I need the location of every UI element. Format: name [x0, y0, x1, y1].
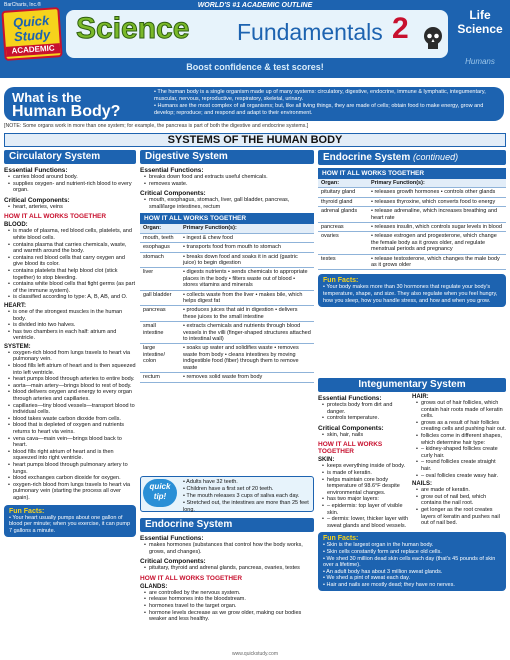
endocrine-column [140, 518, 314, 623]
fun-facts-heading: Fun Facts: [323, 535, 359, 543]
endocrine-table [318, 179, 506, 270]
table-row [140, 233, 314, 242]
quick-tip-box [140, 476, 314, 512]
function-cell: • extracts chemicals and nutrients through blood vessels in the villi (finger-shaped structures attached to intestinal wall) [180, 322, 314, 344]
list-item: • We shed a pint of sweat each day. [323, 575, 501, 582]
list-item: • keeps everything inside of body. [322, 463, 412, 470]
endocrine-table-heading: HOW IT ALL WORKS TOGETHER [318, 168, 506, 179]
list-item: • heart, arteries, veins [8, 204, 136, 211]
list-item: • pituitary, thyroid and adrenal glands, pancreas, ovaries, testes [144, 565, 314, 572]
column-header: Organ: [140, 224, 180, 233]
table-row [318, 232, 506, 254]
table-row [318, 223, 506, 232]
circulatory-heading: Circulatory System [4, 150, 136, 164]
list-item: • The mouth releases 3 cups of saliva each day. [183, 493, 313, 500]
essential-label: Essential Functions: [140, 167, 204, 174]
list-item: • Skin is the largest organ in the human body. [323, 542, 501, 549]
list-item: • oxygen-rich blood from lungs travels to heart via pulmonary vein (starting the process all over again). [8, 482, 136, 502]
function-cell: • breaks down food and soaks it in acid (gastric juice) to begin digestion [180, 252, 314, 268]
nails-list [412, 487, 506, 527]
function-cell: • digests nutrients • sends chemicals to appropriate places in the body • filters waste out of blood • stores vitamins and minerals [180, 268, 314, 290]
essential-label: Essential Functions: [4, 167, 68, 174]
list-item: • – dermis: lower, thicker layer with sweat glands and blood vessels. [322, 516, 412, 529]
function-cell: • produces juices that aid in digestion • delivers these juices to the small intestine [180, 306, 314, 322]
list-item: • We shed 30 million dead skin cells each day (that's 45 pounds of skin over a lifetime). [323, 556, 501, 569]
list-item: • is made of keratin. [322, 470, 412, 477]
heart-label: HEART: [4, 302, 26, 309]
list-item: • supplies oxygen- and nutrient-rich blood to every organ. [8, 181, 136, 194]
list-item: • breaks down food and extracts useful chemicals. [144, 174, 314, 181]
how-it-works-heading: HOW IT ALL WORKS TOGETHER [318, 441, 383, 456]
footer-url: www.quickstudy.com [231, 651, 279, 657]
integumentary-heading: Integumentary System [318, 378, 506, 392]
list-item: • blood that is depleted of oxygen and nutrients returns to heart via veins. [8, 422, 136, 435]
list-item: • Hair and nails are mostly dead; they have no nerves. [323, 582, 501, 589]
organ-cell: pancreas [140, 306, 180, 322]
organ-cell: ovaries [318, 232, 368, 254]
list-item: • helps maintain core body temperature of 98.6°F despite environmental changes. [322, 477, 412, 497]
glands-list [140, 590, 314, 623]
list-item: • is classified according to type: A, B, AB, and O. [8, 294, 136, 301]
intro-title [12, 91, 142, 119]
list-item: • contains platelets that help blood clot (stick together) to stop bleeding. [8, 268, 136, 281]
intro-point: • The human body is a single organism made up of many systems: circulatory, digestive, endocrine, immune & lymphatic, integumentary, muscular, nervous, reproductive, respiratory, skeletal, urinary. [154, 89, 499, 103]
system-list [4, 350, 136, 502]
logo-line-academic: ACADEMIC [6, 43, 61, 57]
logo-line-study: Study [13, 26, 51, 45]
blood-list [4, 228, 136, 301]
system-label: SYSTEM: [4, 343, 31, 350]
list-item: • – kidney-shaped follicles create curly hair. [416, 446, 506, 459]
list-item: • hormone levels decrease as we grow older, making our bodies weaker and less healthy. [144, 610, 314, 623]
function-cell: • collects waste from the liver • makes bile, which helps digest fat [180, 290, 314, 306]
function-cell: • releases thyroxine, which converts food to energy [368, 197, 506, 206]
quickstudy-logo [1, 7, 62, 61]
quick-tip-badge [143, 479, 177, 507]
intro-points [154, 89, 499, 117]
integumentary-fun-facts [318, 532, 506, 591]
list-item: • grows as a result of hair follicles creating cells and pushing hair out. [416, 420, 506, 433]
intro-panel [4, 87, 504, 121]
tip-badge-tip: tip! [153, 492, 167, 501]
critical-label: Critical Components: [318, 424, 384, 432]
list-item: • has two major layers: [322, 496, 412, 503]
list-item: • Children have a first set of 20 teeth. [183, 486, 313, 493]
glands-label: GLANDS: [140, 583, 168, 590]
systems-band: SYSTEMS OF THE HUMAN BODY [4, 133, 506, 147]
endocrine-continued-heading [318, 150, 506, 165]
list-item: • follicles come in different shapes, which determine hair type: [416, 433, 506, 446]
table-row [140, 268, 314, 290]
header-banner [0, 0, 510, 78]
fun-facts-heading: Fun Facts: [323, 277, 359, 285]
list-item: • Stretched out, the intestines are more than 25 feet long. [183, 500, 313, 514]
endocrine-heading: Endocrine System [140, 518, 314, 532]
organ-cell: gall bladder [140, 290, 180, 306]
critical-label: Critical Components: [140, 190, 206, 198]
organ-cell: small intestine [140, 322, 180, 344]
endocrine-continued-title: Endocrine System [323, 152, 411, 163]
function-cell: • releases growth hormones • controls other glands [368, 188, 506, 197]
list-item: • are made of keratin. [416, 487, 506, 494]
fun-facts-list [9, 515, 131, 535]
list-item: • aorta—main artery—brings blood to rest of body. [8, 383, 136, 390]
continued-label: (continued) [413, 152, 459, 162]
table-row [140, 322, 314, 344]
function-cell: • soaks up water and solidifies waste • removes waste from body • cleans intestines by moving indigestible food (fiber) through them to remove waste [180, 344, 314, 373]
column-header: Primary Function(s): [368, 179, 506, 188]
essential-list [4, 174, 136, 194]
table-row [140, 252, 314, 268]
list-item: • An adult body has about 3 million sweat glands. [323, 569, 501, 576]
list-item: • blood fills right atrium of heart and is then squeezed into right ventricle. [8, 449, 136, 462]
table-row [140, 373, 314, 382]
list-item: • – oval follicles create wavy hair. [416, 473, 506, 480]
table-header-row [140, 224, 314, 233]
critical-list [140, 565, 314, 572]
how-it-works-heading: HOW IT ALL WORKS TOGETHER [4, 213, 107, 221]
logo-line-quick: Quick [12, 12, 50, 31]
hair-label: HAIR: [412, 394, 429, 400]
organ-cell: mouth, teeth [140, 233, 180, 242]
organ-cell: pituitary gland [318, 188, 368, 197]
title-science: Science [76, 12, 190, 45]
organ-cell: thyroid gland [318, 197, 368, 206]
list-item: • Adults have 32 teeth. [183, 479, 313, 486]
list-item: • capillaries—tiny blood vessels—transport blood to individual cells. [8, 403, 136, 416]
organ-cell: rectum [140, 373, 180, 382]
table-row [318, 207, 506, 223]
header-subtitle: Boost confidence & test scores! [186, 62, 324, 72]
tip-badge-quick: quick [149, 482, 171, 491]
hair-list [412, 400, 506, 479]
table-header-row [318, 179, 506, 188]
how-it-works-heading: HOW IT ALL WORKS TOGETHER [140, 574, 243, 582]
table-row [140, 344, 314, 373]
circulatory-fun-facts [4, 505, 136, 538]
organ-cell: testes [318, 254, 368, 270]
list-item: • Skin cells constantly form and replace old cells. [323, 549, 501, 556]
function-cell: • removes solid waste from body [180, 373, 314, 382]
digestive-table-heading: HOW IT ALL WORKS TOGETHER [140, 213, 314, 224]
critical-list [318, 432, 412, 439]
fun-facts-heading: Fun Facts: [9, 507, 45, 515]
list-item: • has two chambers in each half: atrium and ventricle. [8, 329, 136, 342]
function-cell: • release adrenaline, which increases breathing and heart rate [368, 207, 506, 223]
list-item: • mouth, esophagus, stomach, liver, gall bladder, pancreas, small/large intestines, rectum [144, 197, 314, 210]
function-cell: • transports food from mouth to stomach [180, 243, 314, 252]
circulatory-column [4, 150, 136, 537]
organ-cell: adrenal glands [318, 207, 368, 223]
critical-label: Critical Components: [140, 558, 206, 566]
publisher-name: BarCharts, Inc.® [4, 2, 42, 8]
integumentary-left [318, 392, 412, 529]
heart-list [4, 309, 136, 342]
list-item: • release hormones into the bloodstream. [144, 596, 314, 603]
critical-list [4, 204, 136, 211]
list-item: • – round follicles create straight hair. [416, 459, 506, 472]
outline-tagline: WORLD'S #1 ACADEMIC OUTLINE [197, 2, 313, 9]
list-item: • oxygen-rich blood from lungs travels to heart via pulmonary vein. [8, 350, 136, 363]
list-item: • protects body from dirt and danger. [322, 402, 412, 415]
digestive-column [140, 150, 314, 383]
intro-title-big: Human Body? [12, 103, 121, 120]
list-item: • grows out of hair follicles, which contain hair roots made of keratin cells. [416, 400, 506, 420]
intro-note: [NOTE: Some organs work in more than one system; for example, the pancreas is part of both the digestive and endocrine systems.] [4, 123, 309, 129]
critical-label: Critical Components: [4, 196, 70, 204]
list-item: • blood delivers oxygen and energy to every organ through arteries and capillaries. [8, 389, 136, 402]
function-cell: • release testosterone, which changes the male body as it grows older [368, 254, 506, 270]
list-item: • get longer as the root creates layers of keratin and pushes nail out of nail bed. [416, 507, 506, 527]
table-row [140, 290, 314, 306]
function-cell: • ingest & chew food [180, 233, 314, 242]
list-item: • blood exchanges carbon dioxide for oxygen. [8, 475, 136, 482]
list-item: • grow out of nail bed, which contains the nail root. [416, 494, 506, 507]
title-number: 2 [392, 12, 409, 45]
list-item: • controls temperature. [322, 415, 412, 422]
organ-cell: liver [140, 268, 180, 290]
integumentary-two-col [318, 392, 506, 529]
list-item: • is divided into two halves. [8, 322, 136, 329]
list-item: • Your body makes more than 30 hormones that regulate your body's temperature, shape, and size. They also regulate when you feel hungry, how you sleep, how you handle stress, and how and when you grow. [323, 284, 501, 304]
function-cell: • releases insulin, which controls sugar levels in blood [368, 223, 506, 232]
essential-label: Essential Functions: [140, 535, 204, 542]
digestive-heading: Digestive System [140, 150, 314, 164]
list-item: • is made of plasma, red blood cells, platelets, and white blood cells. [8, 228, 136, 241]
organ-cell: pancreas [318, 223, 368, 232]
list-item: • Your heart usually pumps about one gallon of blood per minute; when you exercise, it can pump 7 gallons a minute. [9, 515, 131, 535]
essential-list [318, 402, 412, 422]
organ-cell: esophagus [140, 243, 180, 252]
critical-list [140, 197, 314, 210]
list-item: • blood fills left atrium of heart and is then squeezed into left ventricle. [8, 363, 136, 376]
list-item: • contains red blood cells that carry oxygen and give blood its color. [8, 255, 136, 268]
nails-label: NAILS: [412, 481, 432, 488]
blood-label: BLOOD: [4, 222, 28, 229]
skin-list [318, 463, 412, 529]
quick-tip-list [183, 479, 313, 514]
endocrine-fun-facts [318, 274, 506, 307]
endocrine-continued-column [318, 150, 506, 307]
list-item: • carries blood around body. [8, 174, 136, 181]
list-item: • removes waste. [144, 181, 314, 188]
integumentary-column [318, 378, 506, 591]
list-item: • skin, hair, nails [322, 432, 412, 439]
table-row [318, 188, 506, 197]
organ-cell: large intestine/ colon [140, 344, 180, 373]
list-item: • blood takes waste carbon dioxide from cells. [8, 416, 136, 423]
list-item: • heart pumps blood through pulmonary artery to lungs. [8, 462, 136, 475]
list-item: • contains plasma that carries chemicals, waste, and warmth around the body. [8, 242, 136, 255]
title-fundamentals: Fundamentals [237, 19, 383, 45]
essential-list [140, 542, 314, 555]
intro-point: • Humans are the most complex of all organisms; but, like all living things, they are made of cells; obtain food to make energy, grow and develop; reproduce; and respond and adapt to their environment. [154, 103, 499, 117]
list-item: • makes hormones (substances that control how the body works, grows, and changes). [144, 542, 314, 555]
list-item: • contains white blood cells that fight germs (as part of the immune system). [8, 281, 136, 294]
organ-cell: stomach [140, 252, 180, 268]
list-item: • – epidermis: top layer of visible skin. [322, 503, 412, 516]
list-item: • is one of the strongest muscles in the human body. [8, 309, 136, 322]
skin-label: SKIN: [318, 457, 335, 464]
list-item: • are controlled by the nervous system. [144, 590, 314, 597]
function-cell: • release estrogen and progesterone, which change the female body as it grows older, and regulate menstrual periods and pregnancy [368, 232, 506, 254]
column-header: Organ: [318, 179, 368, 188]
side-title: Life Science [457, 8, 503, 36]
table-row [140, 243, 314, 252]
fun-facts-list [323, 284, 501, 304]
fun-facts-list [323, 542, 501, 588]
integumentary-right [412, 392, 506, 529]
table-row [318, 197, 506, 206]
digestive-table [140, 224, 314, 382]
essential-label: Essential Functions: [318, 395, 382, 402]
column-header: Primary Function(s): [180, 224, 314, 233]
table-row [318, 254, 506, 270]
table-row [140, 306, 314, 322]
skull-icon [422, 26, 444, 50]
list-item: • vena cava—main vein—brings blood back to heart. [8, 436, 136, 449]
list-item: • heart pumps blood through arteries to entire body. [8, 376, 136, 383]
list-item: • hormones travel to the target organ. [144, 603, 314, 610]
intro-title-small: What is the [12, 90, 82, 105]
essential-list [140, 174, 314, 187]
side-subtitle: Humans [465, 57, 495, 66]
